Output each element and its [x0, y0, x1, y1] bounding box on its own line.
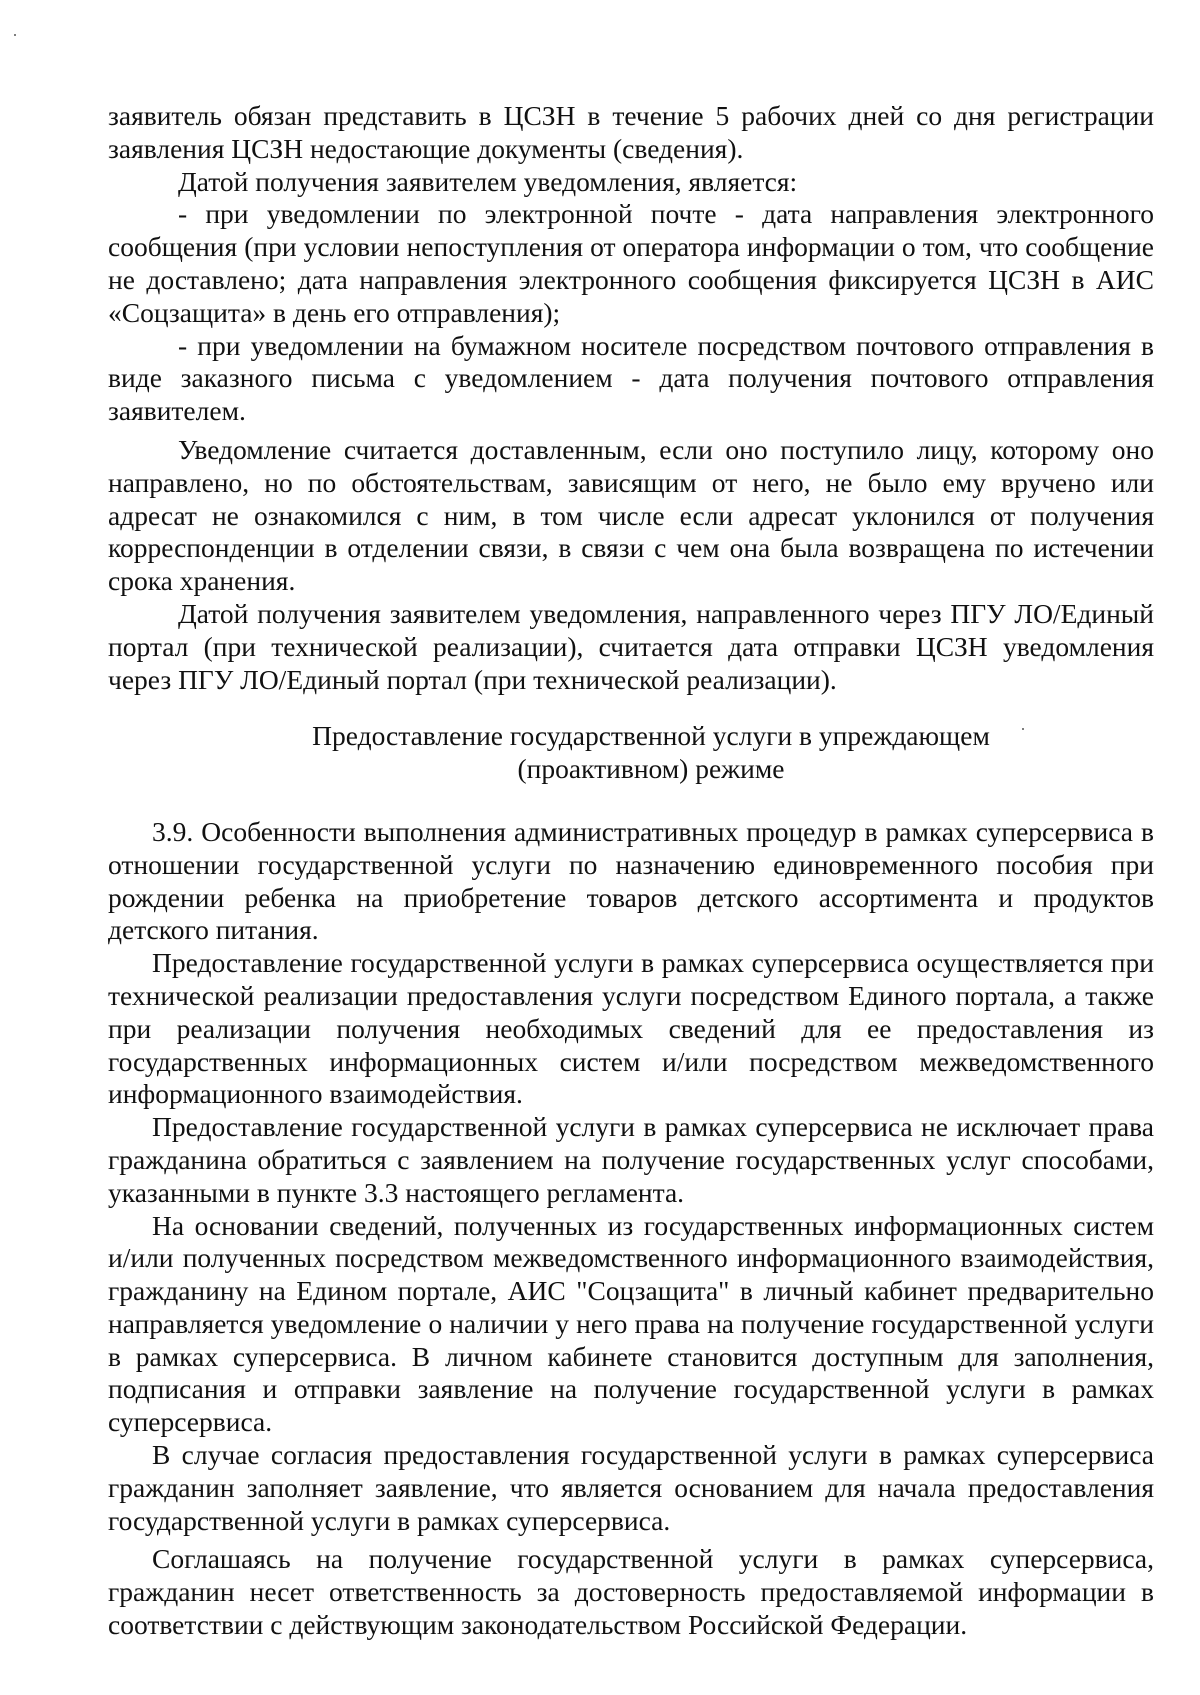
paragraph: Уведомление считается доставленным, если оно поступило лицу, которому оно направлено, но по обстоятельствам, зависящим от него, не было ему вручено или адресат не ознакомился с ним, в том числе если адресат уклонился от получения корреспонденции в отделении связи, в связи с чем она была возвращена по истечении срока хранения. [108, 433, 1154, 597]
paragraph: 3.9. Особенности выполнения административных процедур в рамках суперсервиса в отношении государственной услуги по назначению единовременного пособия при рождении ребенка на приобретение товаров детского ассортимента и продуктов детского питания. [108, 815, 1154, 946]
document-page [108, 100, 1154, 1642]
section-heading-line: (проактивном) режиме [517, 753, 785, 785]
paragraph: Датой получения заявителем уведомления, направленного через ПГУ ЛО/Единый портал (при технической реализации), считается дата отправки ЦСЗН уведомления через ПГУ ЛО/Единый портал (при технической реализации). [108, 597, 1154, 695]
paragraph: На основании сведений, полученных из государственных информационных систем и/или полученных посредством межведомственного информационного взаимодействия, гражданину на Едином портале, АИС "Соцзащита" в личный кабинет предварительно направляется уведомление о наличии у него права на получение государственной услуги в рамках суперсервиса. В личном кабинете становится доступным для заполнения, подписания и отправки заявление на получение государственной услуги в рамках суперсервиса. [108, 1209, 1154, 1438]
paragraph: - при уведомлении по электронной почте - дата направления электронного сообщения (при условии непоступления от оператора информации о том, что сообщение не доставлено; дата направления электронного сообщения фиксируется ЦСЗН в АИС «Соцзащита» в день его отправления); [108, 198, 1154, 328]
section-heading-line: Предоставление государственной услуги в упреждающем [312, 720, 990, 752]
paragraph: Соглашаясь на получение государственной услуги в рамках суперсервиса, гражданин несет ответственность за достоверность предоставляемой информации в соответствии с действующим законодательством Российской Федерации. [108, 1543, 1154, 1641]
paragraph: Датой получения заявителем уведомления, является: [178, 165, 798, 197]
paragraph: заявитель обязан представить в ЦСЗН в течение 5 рабочих дней со дня регистрации заявления ЦСЗН недостающие документы (сведения). [108, 100, 1154, 164]
paragraph: - при уведомлении на бумажном носителе посредством почтового отправления в виде заказного письма с уведомлением - дата получения почтового отправления заявителем. [108, 329, 1154, 427]
paragraph: Предоставление государственной услуги в рамках суперсервиса осуществляется при технической реализации предоставления услуги посредством Единого портала, а также при реализации получения необходимых сведений для ее предоставления из государственных информационных систем и/или посредством межведомственного информационного взаимодействия. [108, 947, 1154, 1110]
section-heading [108, 720, 1154, 786]
scan-speck [14, 34, 16, 36]
paragraph: В случае согласия предоставления государственной услуги в рамках суперсервиса гражданин заполняет заявление, что является основанием для начала предоставления государственной услуги в рамках суперсервиса. [108, 1439, 1154, 1536]
paragraph: Предоставление государственной услуги в рамках суперсервиса не исключает права гражданина обратиться с заявлением на получение государственных услуг способами, указанными в пункте 3.3 настоящего регламента. [108, 1111, 1154, 1208]
